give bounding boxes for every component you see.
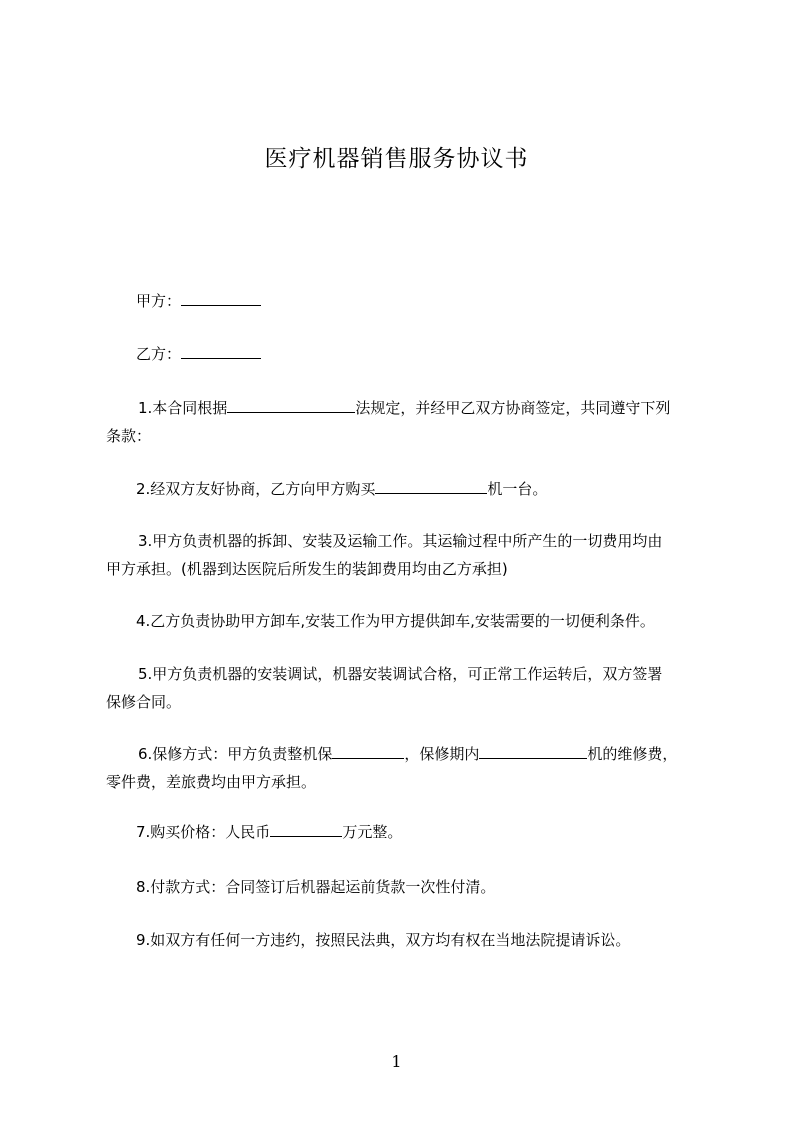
page-number: 1 (391, 1052, 402, 1071)
party-b-label: 乙方： (136, 345, 182, 363)
clause-1-text-b: 法规定，并经甲乙双方协商签定，共同遵守下列 (355, 399, 671, 417)
clause-3-text-a: 3.甲方负责机器的拆卸、安装及运输工作。其运输过程中所产生的一切费用均由 (138, 532, 663, 550)
clause-4 (106, 607, 736, 635)
clause-9-text: 9.如双方有任何一方违约，按照民法典，双方均有权在当地法院提请诉讼。 (136, 931, 631, 949)
clause-1-text-c: 条款： (106, 427, 152, 445)
clause-9 (106, 926, 736, 954)
clause-1-blank (227, 397, 355, 413)
clause-3 (106, 527, 706, 583)
clause-6-blank-2 (479, 743, 587, 759)
clause-4-text: 4.乙方负责协助甲方卸车,安装工作为甲方提供卸车,安装需要的一切便利条件。 (136, 612, 655, 630)
clause-6-text-d: 零件费，差旅费均由甲方承担。 (106, 773, 317, 791)
clause-2-text-a: 2.经双方友好协商，乙方向甲方购买 (136, 480, 376, 498)
clause-1-text-a: 1.本合同根据 (138, 399, 228, 417)
clause-2 (106, 475, 736, 503)
clause-6 (106, 740, 706, 796)
clause-6-text-a: 6.保修方式：甲方负责整机保 (138, 745, 333, 763)
document-title: 医疗机器销售服务协议书 (264, 146, 529, 172)
clause-6-text-b: ，保修期内 (404, 745, 480, 763)
clause-6-blank-1 (332, 743, 404, 759)
clause-5-text-a: 5.甲方负责机器的安装调试，机器安装调试合格，可正常工作运转后，双方签署 (138, 665, 663, 683)
party-a-line (106, 287, 736, 315)
clause-2-blank (375, 478, 487, 494)
party-b-blank (181, 343, 261, 359)
clause-6-text-c: 机的维修费， (587, 745, 678, 763)
clause-3-text-b: 甲方承担。(机器到达医院后所发生的装卸费用均由乙方承担) (106, 560, 508, 578)
clause-7-blank (270, 821, 342, 837)
clause-7-text-a: 7.购买价格：人民币 (136, 823, 271, 841)
party-a-blank (181, 290, 261, 306)
clause-1 (106, 394, 706, 450)
clause-8 (106, 873, 736, 901)
clause-5 (106, 660, 706, 716)
clause-8-text: 8.付款方式：合同签订后机器起运前货款一次性付清。 (136, 878, 496, 896)
clause-5-text-b: 保修合同。 (106, 693, 182, 711)
clause-7 (106, 818, 736, 846)
clause-2-text-b: 机一台。 (487, 480, 548, 498)
party-a-label: 甲方： (136, 292, 182, 310)
party-b-line (106, 340, 736, 368)
clause-7-text-b: 万元整。 (342, 823, 403, 841)
